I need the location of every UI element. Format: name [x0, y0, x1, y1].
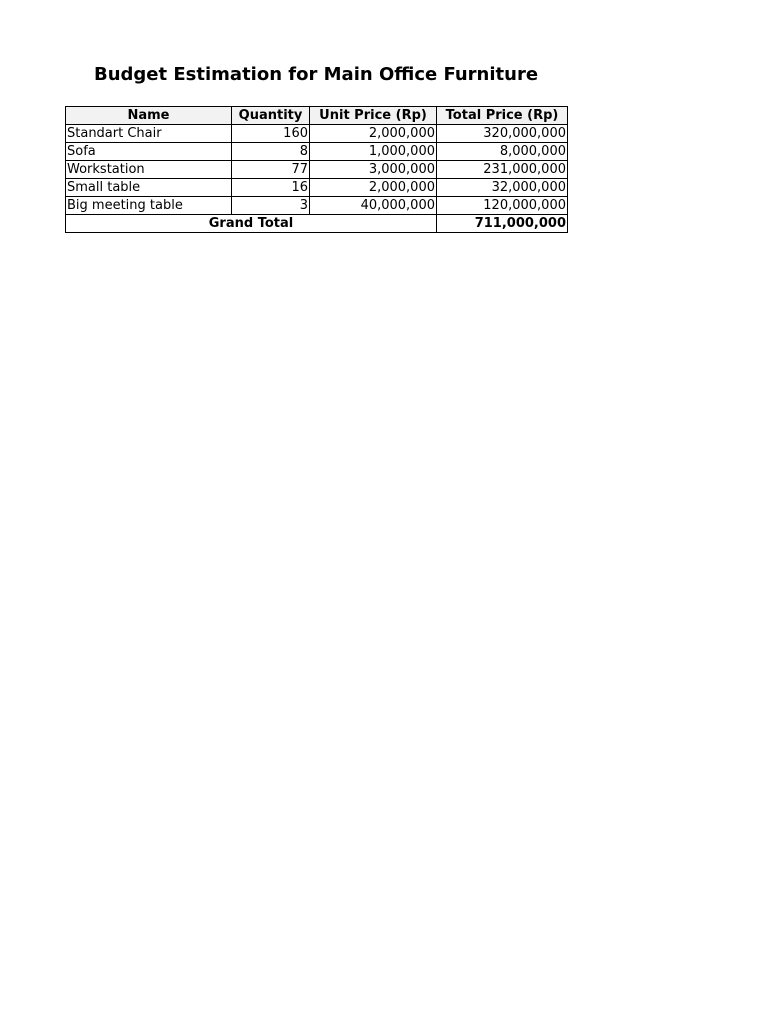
grand-total-value: 711,000,000 — [437, 215, 568, 233]
cell-unit-price: 40,000,000 — [310, 197, 437, 215]
grand-total-label: Grand Total — [66, 215, 437, 233]
cell-total-price: 8,000,000 — [437, 143, 568, 161]
cell-quantity: 16 — [232, 179, 310, 197]
budget-table — [65, 106, 568, 233]
cell-name: Sofa — [66, 143, 232, 161]
cell-quantity: 77 — [232, 161, 310, 179]
cell-unit-price: 1,000,000 — [310, 143, 437, 161]
cell-name: Big meeting table — [66, 197, 232, 215]
page-title: Budget Estimation for Main Office Furniture — [94, 64, 539, 85]
column-header-quantity: Quantity — [232, 107, 310, 125]
table-row — [66, 125, 568, 143]
cell-name: Workstation — [66, 161, 232, 179]
cell-unit-price: 2,000,000 — [310, 125, 437, 143]
cell-unit-price: 2,000,000 — [310, 179, 437, 197]
column-header-unit-price: Unit Price (Rp) — [310, 107, 437, 125]
table-row — [66, 179, 568, 197]
cell-total-price: 320,000,000 — [437, 125, 568, 143]
cell-name: Small table — [66, 179, 232, 197]
cell-total-price: 32,000,000 — [437, 179, 568, 197]
cell-quantity: 3 — [232, 197, 310, 215]
column-header-total-price: Total Price (Rp) — [437, 107, 568, 125]
table-row — [66, 161, 568, 179]
table-row — [66, 143, 568, 161]
cell-total-price: 231,000,000 — [437, 161, 568, 179]
grand-total-row — [66, 215, 568, 233]
table-header-row — [66, 107, 568, 125]
cell-unit-price: 3,000,000 — [310, 161, 437, 179]
cell-quantity: 8 — [232, 143, 310, 161]
table-row — [66, 197, 568, 215]
column-header-name: Name — [66, 107, 232, 125]
cell-name: Standart Chair — [66, 125, 232, 143]
cell-total-price: 120,000,000 — [437, 197, 568, 215]
cell-quantity: 160 — [232, 125, 310, 143]
